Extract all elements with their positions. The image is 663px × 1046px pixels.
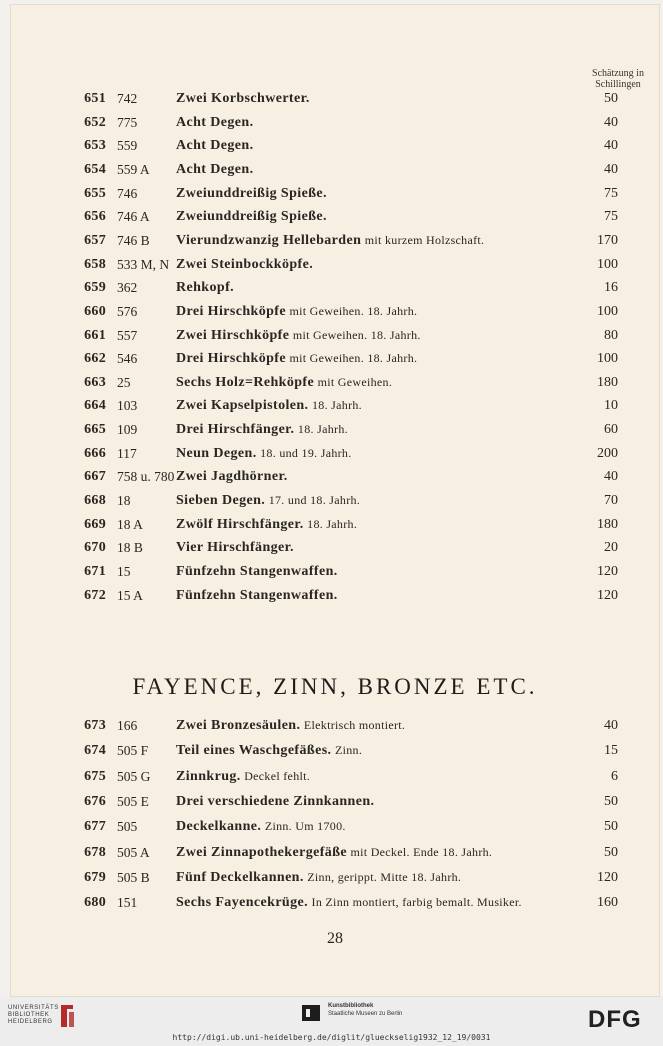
lot-number: 677: [84, 819, 106, 835]
lot-number: 664: [84, 398, 106, 414]
lot-row: [10, 420, 660, 442]
lot-row: [10, 184, 660, 206]
lot-description: [176, 769, 310, 785]
lot-description: [176, 398, 362, 414]
lot-number: 651: [84, 91, 106, 106]
univ-logo-line3: HEIDELBERG: [8, 1019, 53, 1025]
lot-title: Zwei Zinnapothekergefäße: [176, 844, 347, 860]
lot-number: 667: [84, 469, 106, 485]
lot-description: [176, 138, 254, 154]
lot-description: [176, 446, 352, 462]
lot-number: 662: [84, 351, 106, 367]
reference-number: 505 E: [117, 793, 149, 809]
heidelberg-library-logo[interactable]: [8, 1005, 59, 1026]
lot-price: 160: [597, 895, 618, 911]
lot-number: 679: [84, 869, 106, 885]
lot-description: [176, 328, 421, 344]
lot-price: 40: [604, 138, 618, 154]
lot-title: Acht Degen.: [176, 138, 254, 154]
lot-title: Zwei Steinbockköpfe.: [176, 256, 314, 272]
univ-logo-line2: BIBLIOTHEK: [8, 1012, 50, 1018]
lot-number: 658: [84, 256, 106, 272]
lot-row: [10, 231, 660, 253]
reference-number: 25: [117, 374, 131, 390]
lot-price: 120: [597, 564, 618, 579]
lot-detail: 18. und 19. Jahrh.: [260, 445, 352, 460]
kunstbibliothek-label: [328, 1002, 402, 1018]
lot-title: Sechs Fayencekrüge.: [176, 895, 309, 911]
lot-price: 20: [604, 540, 618, 556]
lot-row: [10, 349, 660, 371]
lot-title: Drei Hirschfänger.: [176, 422, 295, 438]
valuation-column-header: [578, 68, 658, 90]
heidelberg-seal-icon: [58, 1003, 76, 1029]
lot-description: [176, 469, 288, 485]
lot-row: [10, 741, 660, 763]
reference-number: 546: [117, 351, 138, 367]
lot-title: Fünfzehn Stangenwaffen.: [176, 587, 338, 603]
lot-price: 6: [611, 768, 618, 784]
lot-price: 70: [604, 493, 618, 509]
lot-detail: mit Geweihen. 18. Jahrh.: [289, 303, 418, 318]
lot-price: 100: [597, 256, 618, 272]
lot-number: 661: [84, 327, 106, 343]
lot-row: [10, 767, 660, 789]
lot-description: [176, 718, 405, 734]
lot-description: [176, 91, 310, 107]
lot-title: Zwei Bronzesäulen.: [176, 718, 301, 733]
lot-number: 676: [84, 793, 106, 809]
lot-price: 180: [597, 374, 618, 390]
lot-detail: mit kurzem Holzschaft.: [364, 232, 485, 247]
lot-price: 100: [597, 351, 618, 367]
permalink-url[interactable]: http://digi.ub.uni-heidelberg.de/diglit/glueckselig1932_12_19/0031: [172, 1033, 491, 1042]
lot-price: 120: [597, 587, 618, 603]
reference-number: 746 A: [117, 209, 150, 225]
lot-title: Zweiunddreißig Spieße.: [176, 185, 327, 201]
lot-detail: 18. Jahrh.: [297, 422, 348, 437]
page-number: 28: [327, 930, 343, 947]
lot-price: 75: [604, 185, 618, 201]
lot-number: 656: [84, 209, 106, 225]
lot-price: 50: [604, 844, 618, 860]
reference-number: 18 A: [117, 516, 143, 532]
univ-logo-line1: UNIVERSITÄTS: [8, 1005, 59, 1011]
lot-price: 60: [604, 422, 618, 438]
lot-row: [10, 113, 660, 135]
reference-number: 742: [117, 91, 138, 106]
lot-number: 657: [84, 232, 106, 248]
lot-description: [176, 540, 294, 556]
lot-number: 665: [84, 422, 106, 438]
catalog-page: [10, 4, 660, 997]
lot-detail: Elektrisch montiert.: [303, 718, 406, 732]
lot-number: 653: [84, 138, 106, 154]
lot-description: [176, 115, 254, 131]
reference-number: 758 u. 780: [117, 469, 175, 485]
valuation-label-line2: Schillingen: [595, 79, 641, 90]
lot-row: [10, 136, 660, 158]
lot-row: [10, 467, 660, 489]
kb-subtitle: Staatliche Museen zu Berlin: [328, 1011, 403, 1017]
lot-description: [176, 186, 327, 202]
lot-description: [176, 280, 234, 296]
lot-row: [10, 868, 660, 890]
lot-title: Fünfzehn Stangenwaffen.: [176, 564, 338, 579]
lot-row: [10, 255, 660, 277]
lot-number: 668: [84, 493, 106, 509]
reference-number: 505: [117, 819, 138, 835]
lot-number: 674: [84, 743, 106, 759]
reference-number: 18 B: [117, 540, 143, 556]
lot-number: 652: [84, 114, 106, 130]
lot-price: 15: [604, 743, 618, 759]
reference-number: 151: [117, 895, 138, 911]
lot-detail: mit Geweihen.: [317, 374, 393, 389]
reference-number: 533 M, N: [117, 256, 170, 272]
lot-description: [176, 257, 313, 273]
lot-detail: mit Geweihen. 18. Jahrh.: [292, 327, 421, 342]
lot-price: 120: [597, 869, 618, 885]
lot-description: [176, 351, 417, 367]
lot-price: 50: [604, 819, 618, 835]
lot-title: Zwei Hirschköpfe: [176, 327, 290, 343]
lot-price: 200: [597, 445, 618, 461]
lot-number: 659: [84, 280, 106, 296]
reference-number: 559 A: [117, 161, 150, 177]
lot-number: 663: [84, 374, 106, 390]
lot-row: [10, 792, 660, 814]
lot-number: 660: [84, 303, 106, 319]
reference-number: 362: [117, 280, 138, 296]
lot-title: Zwei Korbschwerter.: [176, 91, 310, 106]
reference-number: 15: [117, 564, 131, 579]
lot-row: [10, 817, 660, 839]
lot-detail: In Zinn montiert, farbig bemalt. Musiker.: [311, 895, 522, 910]
reference-number: 505 F: [117, 743, 149, 759]
kunstbibliothek-logo-icon[interactable]: [300, 1003, 322, 1023]
lot-detail: 18. Jahrh.: [307, 516, 358, 531]
lot-title: Drei Hirschköpfe: [176, 351, 286, 367]
lot-title: Deckelkanne.: [176, 819, 262, 835]
lot-row: [10, 491, 660, 513]
reference-number: 557: [117, 327, 138, 343]
lot-description: [176, 517, 357, 533]
lot-title: Rehkopf.: [176, 280, 235, 296]
lot-description: [176, 375, 392, 391]
reference-number: 18: [117, 493, 131, 509]
lot-row: [10, 278, 660, 300]
lot-price: 75: [604, 209, 618, 225]
reference-number: 576: [117, 303, 138, 319]
kb-name: Kunstbibliothek: [328, 1003, 374, 1009]
lot-row: [10, 396, 660, 418]
lot-number: 654: [84, 161, 106, 177]
lot-row: [10, 843, 660, 865]
reference-number: 746 B: [117, 232, 150, 248]
lot-description: [176, 564, 338, 580]
lot-title: Zwei Kapselpistolen.: [176, 398, 309, 414]
lot-description: [176, 870, 461, 886]
lot-title: Sieben Degen.: [176, 493, 266, 509]
lot-price: 170: [597, 232, 618, 248]
reference-number: 746: [117, 185, 138, 201]
lot-row: [10, 893, 660, 915]
reference-number: 15 A: [117, 587, 143, 603]
lot-description: [176, 493, 360, 509]
lot-detail: mit Geweihen. 18. Jahrh.: [289, 351, 418, 366]
lot-number: 670: [84, 540, 106, 556]
lot-title: Zwei Jagdhörner.: [176, 469, 288, 485]
reference-number: 775: [117, 114, 138, 130]
lot-number: 666: [84, 445, 106, 461]
lot-detail: Zinn. Um 1700.: [264, 819, 346, 834]
reference-number: 117: [117, 445, 137, 461]
lot-title: Sechs Holz=Rehköpfe: [176, 374, 315, 390]
lot-description: [176, 743, 362, 759]
lot-title: Drei verschiedene Zinnkannen.: [176, 793, 375, 809]
lot-description: [176, 895, 522, 911]
section-title: FAYENCE, ZINN, BRONZE ETC.: [132, 674, 538, 699]
lot-price: 100: [597, 303, 618, 319]
lot-row: [10, 373, 660, 395]
lot-price: 50: [604, 793, 618, 809]
lot-title: Acht Degen.: [176, 114, 254, 130]
lot-row: [10, 302, 660, 324]
lot-number: 678: [84, 844, 106, 860]
lot-price: 40: [604, 161, 618, 177]
lot-price: 50: [604, 91, 618, 106]
lot-number: 680: [84, 895, 106, 911]
lot-row: [10, 586, 660, 608]
reference-number: 505 A: [117, 844, 150, 860]
lot-row: [10, 515, 660, 537]
dfg-logo[interactable]: DFG: [588, 1006, 642, 1033]
lot-number: 669: [84, 516, 106, 532]
lot-title: Vier Hirschfänger.: [176, 540, 294, 556]
lot-title: Neun Degen.: [176, 445, 257, 461]
lot-number: 673: [84, 718, 106, 733]
reference-number: 505 G: [117, 768, 151, 784]
valuation-label-line1: Schätzung in: [592, 68, 644, 79]
lot-row: [10, 716, 660, 738]
lot-description: [176, 304, 417, 320]
lot-row: [10, 89, 660, 111]
digitization-footer: [0, 997, 663, 1046]
lot-detail: Deckel fehlt.: [244, 768, 311, 783]
lot-description: [176, 209, 327, 225]
lot-number: 672: [84, 587, 106, 603]
lot-detail: 18. Jahrh.: [311, 398, 362, 413]
lot-price: 40: [604, 114, 618, 130]
lot-description: [176, 422, 348, 438]
lot-row: [10, 538, 660, 560]
lot-description: [176, 794, 374, 810]
lot-title: Acht Degen.: [176, 161, 254, 177]
lot-title: Zwölf Hirschfänger.: [176, 516, 304, 532]
lot-description: [176, 162, 254, 178]
lot-title: Vierundzwanzig Hellebarden: [176, 232, 362, 248]
lot-title: Zweiunddreißig Spieße.: [176, 209, 327, 225]
reference-number: 103: [117, 398, 138, 414]
lot-detail: 17. und 18. Jahrh.: [268, 493, 361, 508]
reference-number: 166: [117, 718, 138, 733]
lot-detail: Zinn.: [334, 743, 363, 758]
lot-row: [10, 326, 660, 348]
lot-price: 80: [604, 327, 618, 343]
lot-title: Drei Hirschköpfe: [176, 303, 286, 319]
lot-row: [10, 562, 660, 584]
reference-number: 559: [117, 138, 138, 154]
lot-price: 10: [604, 398, 618, 414]
lot-description: [176, 588, 338, 604]
reference-number: 109: [117, 422, 138, 438]
lot-description: [176, 233, 484, 249]
lot-detail: Zinn, gerippt. Mitte 18. Jahrh.: [307, 869, 462, 884]
lot-title: Teil eines Waschgefäßes.: [176, 743, 332, 759]
lot-description: [176, 845, 492, 861]
reference-number: 505 B: [117, 869, 150, 885]
lot-price: 40: [604, 469, 618, 485]
lot-number: 675: [84, 768, 106, 784]
lot-detail: mit Deckel. Ende 18. Jahrh.: [350, 844, 493, 859]
lot-row: [10, 160, 660, 182]
lot-number: 671: [84, 564, 106, 579]
lot-price: 16: [604, 280, 618, 296]
lot-number: 655: [84, 185, 106, 201]
lot-description: [176, 819, 346, 835]
lot-price: 180: [597, 516, 618, 532]
lot-title: Fünf Deckelkannen.: [176, 869, 304, 885]
lot-title: Zinnkrug.: [176, 768, 241, 784]
lot-row: [10, 207, 660, 229]
lot-price: 40: [604, 718, 618, 733]
lot-row: [10, 444, 660, 466]
